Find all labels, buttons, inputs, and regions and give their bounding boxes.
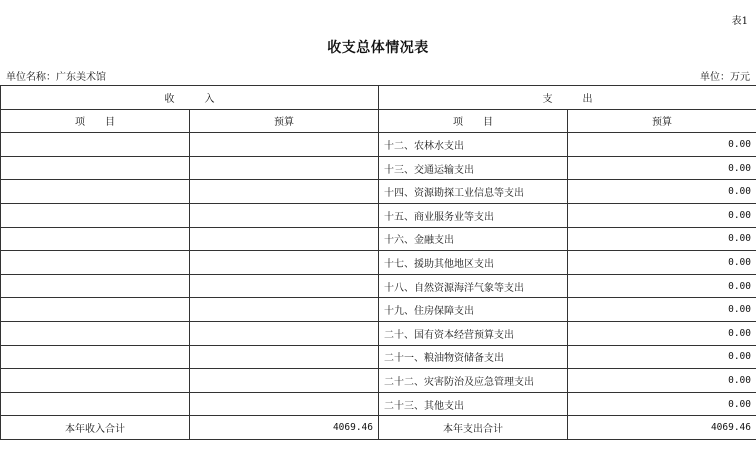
column-header-row [1, 109, 756, 133]
expense-budget-cell: 0.00 [568, 180, 756, 204]
expense-item-cell: 二十一、粮油物资储备支出 [379, 345, 568, 369]
income-total-value: 4069.46 [190, 416, 379, 440]
expense-item-header: 项 目 [379, 109, 568, 133]
expense-budget-cell: 0.00 [568, 369, 756, 393]
income-total-label: 本年收入合计 [1, 416, 190, 440]
income-item-cell [1, 156, 190, 180]
income-item-cell [1, 345, 190, 369]
total-row [1, 416, 756, 440]
expense-budget-cell: 0.00 [568, 227, 756, 251]
income-budget-cell [190, 369, 379, 393]
income-budget-cell [190, 274, 379, 298]
table-row [1, 251, 756, 275]
income-item-header: 项 目 [1, 109, 190, 133]
table-number: 表1 [731, 16, 748, 27]
expense-budget-cell: 0.00 [568, 133, 756, 157]
income-budget-cell [190, 298, 379, 322]
income-item-cell [1, 369, 190, 393]
expense-item-cell: 二十二、灾害防治及应急管理支出 [379, 369, 568, 393]
income-budget-cell [190, 133, 379, 157]
table-row [1, 369, 756, 393]
budget-table [0, 85, 756, 440]
currency-unit: 单位：万元 [700, 72, 750, 83]
income-budget-cell [190, 227, 379, 251]
income-item-cell [1, 251, 190, 275]
group-header-row [1, 86, 756, 110]
page-title: 收支总体情况表 [327, 40, 429, 56]
table-row [1, 133, 756, 157]
expense-item-cell: 十三、交通运输支出 [379, 156, 568, 180]
expense-group-header: 支 出 [379, 86, 756, 110]
expense-item-cell: 二十三、其他支出 [379, 392, 568, 416]
expense-item-cell: 十七、援助其他地区支出 [379, 251, 568, 275]
income-budget-cell [190, 321, 379, 345]
income-budget-cell [190, 251, 379, 275]
expense-budget-cell: 0.00 [568, 345, 756, 369]
income-item-cell [1, 203, 190, 227]
expense-budget-cell: 0.00 [568, 274, 756, 298]
income-group-header: 收 入 [1, 86, 379, 110]
expense-item-cell: 十五、商业服务业等支出 [379, 203, 568, 227]
expense-item-cell: 十九、住房保障支出 [379, 298, 568, 322]
expense-budget-cell: 0.00 [568, 156, 756, 180]
income-budget-cell [190, 156, 379, 180]
expense-item-cell: 十六、金融支出 [379, 227, 568, 251]
income-item-cell [1, 298, 190, 322]
table-row [1, 227, 756, 251]
expense-total-label: 本年支出合计 [379, 416, 568, 440]
income-item-cell [1, 392, 190, 416]
expense-budget-cell: 0.00 [568, 321, 756, 345]
expense-item-cell: 十二、农林水支出 [379, 133, 568, 157]
expense-budget-header: 预算 [568, 109, 756, 133]
table-row [1, 321, 756, 345]
income-item-cell [1, 227, 190, 251]
expense-budget-cell: 0.00 [568, 203, 756, 227]
income-item-cell [1, 274, 190, 298]
table-row [1, 274, 756, 298]
income-item-cell [1, 321, 190, 345]
expense-budget-cell: 0.00 [568, 298, 756, 322]
table-row [1, 203, 756, 227]
table-row [1, 345, 756, 369]
table-row [1, 180, 756, 204]
income-budget-cell [190, 203, 379, 227]
expense-total-value: 4069.46 [568, 416, 756, 440]
income-item-cell [1, 180, 190, 204]
income-budget-cell [190, 392, 379, 416]
table-row [1, 298, 756, 322]
income-item-cell [1, 133, 190, 157]
expense-item-cell: 二十、国有资本经营预算支出 [379, 321, 568, 345]
table-row [1, 156, 756, 180]
expense-budget-cell: 0.00 [568, 251, 756, 275]
income-budget-cell [190, 345, 379, 369]
income-budget-cell [190, 180, 379, 204]
expense-item-cell: 十四、资源勘探工业信息等支出 [379, 180, 568, 204]
unit-name: 单位名称：广东美术馆 [6, 72, 106, 83]
income-budget-header: 预算 [190, 109, 379, 133]
table-row [1, 392, 756, 416]
expense-item-cell: 十八、自然资源海洋气象等支出 [379, 274, 568, 298]
expense-budget-cell: 0.00 [568, 392, 756, 416]
